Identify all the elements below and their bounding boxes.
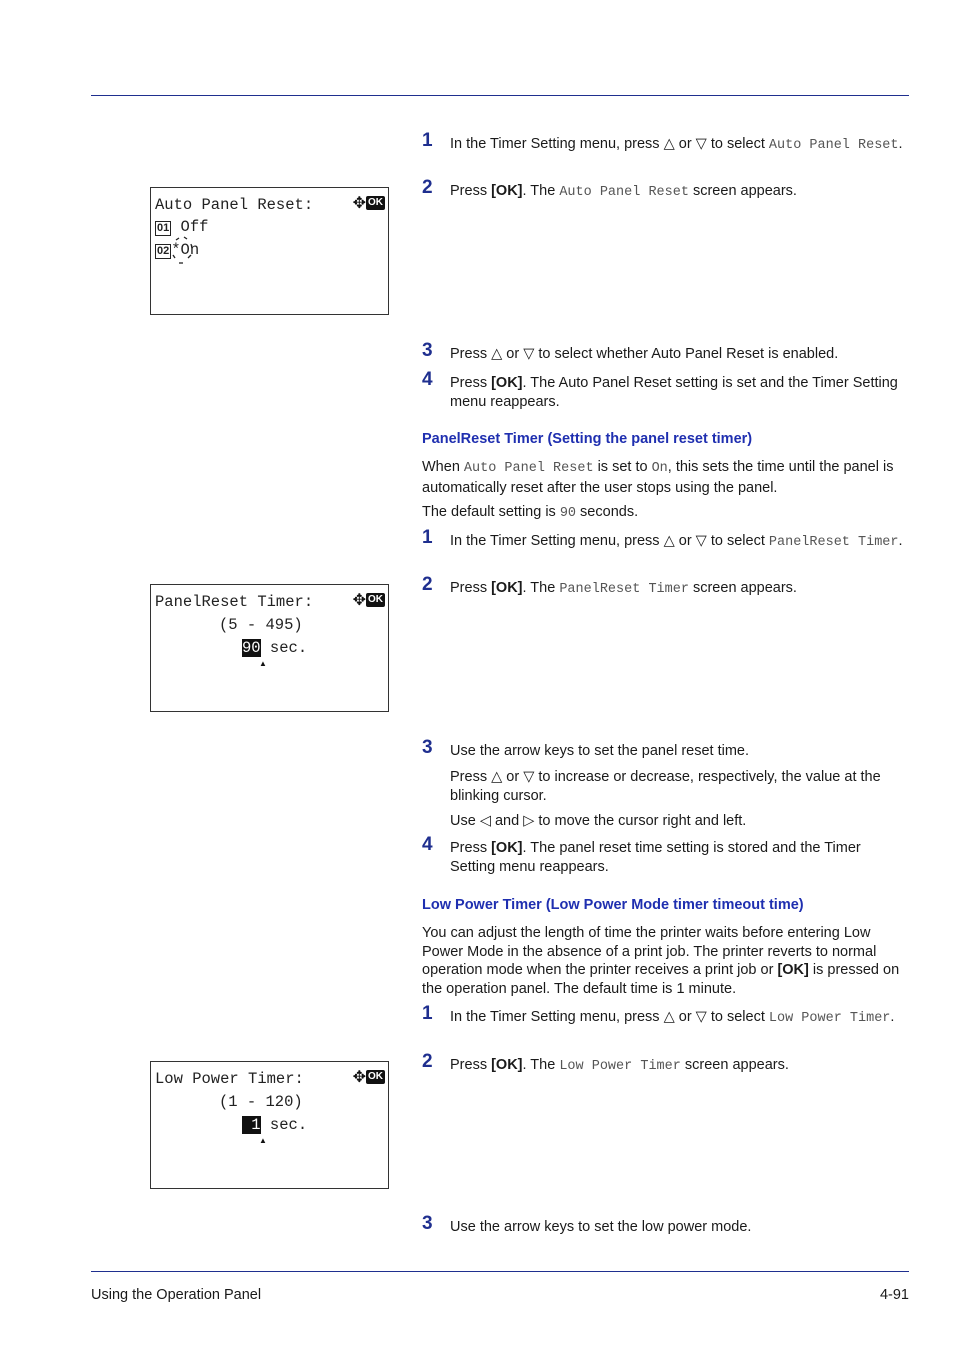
- step-number: 3: [422, 737, 433, 758]
- step-text: Press [OK]. The PanelReset Timer screen appears.: [450, 580, 797, 597]
- step-number: 3: [422, 1213, 433, 1234]
- step-text: Use the arrow keys to set the low power mode.: [450, 1219, 752, 1235]
- step-number: 2: [422, 177, 433, 198]
- step-number: 4: [422, 369, 433, 390]
- cursor-caret-icon: ▲: [259, 659, 267, 668]
- step-text: Press [OK]. The panel reset time setting is stored and the Timer Setting menu reappears.: [450, 840, 861, 875]
- ok-icon: OK: [368, 1071, 383, 1082]
- four-way-arrow-icon: ✥: [352, 1069, 366, 1086]
- step-text: Use the arrow keys to set the panel reset time.: [450, 743, 749, 759]
- step-text: Press △ or ▽ to select whether Auto Panel Reset is enabled.: [450, 346, 839, 362]
- blinking-cursor-icon: [170, 236, 196, 266]
- four-way-arrow-icon: ✥: [352, 195, 366, 212]
- cursor-caret-icon: ▲: [259, 1136, 267, 1145]
- step-number: 3: [422, 340, 433, 361]
- lcd-value: 90: [242, 639, 261, 657]
- footer-page-number: 4-91: [879, 1287, 909, 1303]
- step-number: 2: [422, 1051, 433, 1072]
- ok-icon: OK: [368, 594, 383, 605]
- paragraph-panelreset-intro: When Auto Panel Reset is set to On, this sets the time until the panel is automatically reset after the user stops using the panel.: [422, 459, 894, 496]
- paragraph-default-setting: The default setting is 90 seconds.: [422, 504, 639, 521]
- step-text: Press [OK]. The Low Power Timer screen appears.: [450, 1057, 789, 1074]
- step-number: 1: [422, 1003, 433, 1024]
- lcd-range: (5 - 495): [219, 616, 303, 634]
- ok-icon: OK: [368, 197, 383, 208]
- lcd-low-power-timer: [150, 1061, 389, 1189]
- four-way-arrow-icon: ✥: [352, 592, 366, 609]
- step-detail: Press △ or ▽ to increase or decrease, respectively, the value at the blinking cursor.: [450, 769, 881, 804]
- option-label: *On: [171, 241, 200, 259]
- lcd-range: (1 - 120): [219, 1093, 303, 1111]
- footer-section-title: Using the Operation Panel: [91, 1287, 262, 1303]
- lcd-unit: sec.: [260, 639, 308, 657]
- lcd-option-off: [155, 218, 208, 236]
- header-rule: [91, 95, 909, 96]
- step-number: 2: [422, 574, 433, 595]
- paragraph-low-power-intro: You can adjust the length of time the printer waits before entering Low Power Mode in the absence of a print job. The printer reverts to normal operation mode when the printer receives a print job or [OK] is pressed on the operation panel. The default time is 1 minute.: [422, 925, 900, 997]
- lcd-auto-panel-reset: [150, 187, 389, 315]
- step-text: In the Timer Setting menu, press △ or ▽ to select PanelReset Timer.: [450, 533, 903, 550]
- step-number: 1: [422, 527, 433, 548]
- step-text: Press [OK]. The Auto Panel Reset screen appears.: [450, 183, 797, 200]
- lcd-value: 1: [242, 1116, 261, 1134]
- step-detail: Use ◁ and ▷ to move the cursor right and left.: [450, 813, 747, 829]
- lcd-title: Low Power Timer:: [155, 1070, 304, 1088]
- footer-rule: [91, 1271, 909, 1272]
- section-heading-low-power-timer: Low Power Timer (Low Power Mode timer timeout time): [422, 897, 804, 913]
- lcd-title: Auto Panel Reset:: [155, 196, 314, 214]
- lcd-value-row: [242, 639, 307, 657]
- option-number-icon: 01: [157, 222, 170, 234]
- step-text: Press [OK]. The Auto Panel Reset setting is set and the Timer Setting menu reappears.: [450, 375, 898, 410]
- lcd-panelreset-timer: [150, 584, 389, 712]
- lcd-unit: sec.: [260, 1116, 308, 1134]
- step-text: In the Timer Setting menu, press △ or ▽ to select Low Power Timer.: [450, 1009, 895, 1026]
- lcd-value-row: [242, 1116, 307, 1134]
- option-label: Off: [171, 218, 209, 236]
- step-number: 4: [422, 834, 433, 855]
- section-heading-panelreset-timer: PanelReset Timer (Setting the panel reset timer): [422, 431, 753, 447]
- lcd-title: PanelReset Timer:: [155, 593, 314, 611]
- step-number: 1: [422, 130, 433, 151]
- option-number-icon: 02: [157, 245, 170, 257]
- step-text: In the Timer Setting menu, press △ or ▽ to select Auto Panel Reset.: [450, 136, 903, 153]
